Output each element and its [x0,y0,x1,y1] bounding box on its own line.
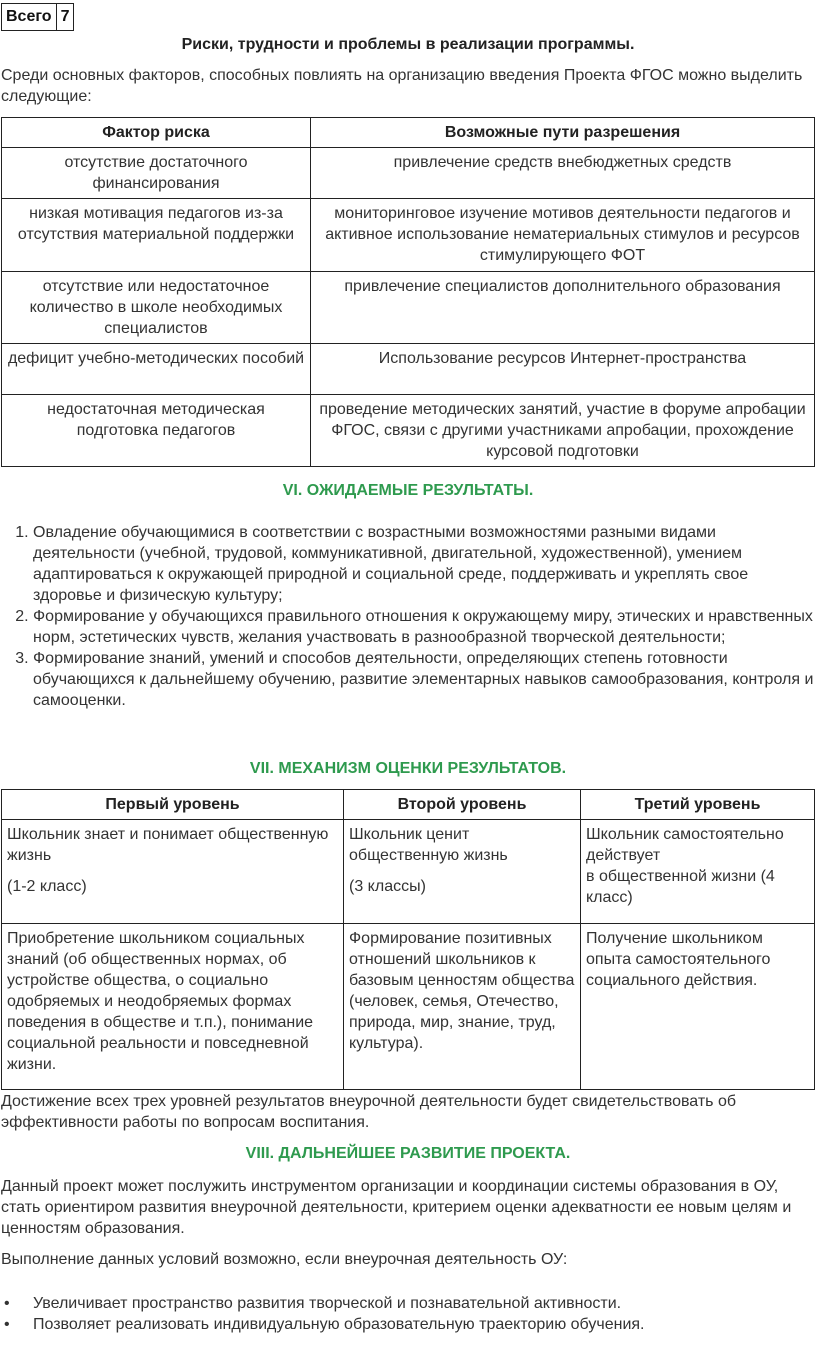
conditions-list [0,1293,816,1335]
risk-cell: отсутствие достаточного финансирования [2,148,311,199]
header-level-1: Первый уровень [2,790,344,820]
intro-text: Среди основных факторов, способных повлиять на организацию введения Проекта ФГОС можно выделить следующие: [1,67,803,105]
solution-cell: проведение методических занятий, участие в форуме апробации ФГОС, связи с другими участниками апробации, прохождение курсовой подготовки [311,395,815,467]
level-note: (3 классы) [349,878,426,895]
expected-results-list [0,522,816,711]
header-level-2: Второй уровень [344,790,581,820]
solution-cell: привлечение средств внебюджетных средств [311,148,815,199]
list-item: 3. Формирование знаний, умений и способов деятельности, определяющих степень готовности обучающихся к дальнейшему обучению, развитие элементарных навыков самообразования, контроля и самооценки. [33,648,816,711]
level-text: Школьник ценит общественную жизнь [349,826,508,864]
page-title: Риски, трудности и проблемы в реализации программы. [181,36,635,53]
solution-cell: Использование ресурсов Интернет-пространства [311,344,815,395]
level-note: (1-2 класс) [7,878,87,895]
header-solution: Возможные пути разрешения [311,118,815,148]
level-cell: Приобретение школьником социальных знаний (об общественных нормах, об устройстве общества, о социально одобряемых и неодобряемых формах поведения в обществе и т.п.), понимание социальной реальности и повседневной жизни. [2,924,344,1090]
level-cell [2,820,344,924]
level-text: Школьник знает и понимает общественную жизнь [7,826,329,864]
conditions-paragraph: Выполнение данных условий возможно, если внеурочная деятельность ОУ: [1,1251,568,1268]
list-item: 2. Формирование у обучающихся правильного отношения к окружающему миру, этических и нравственных норм, эстетических чувств, желания участвовать в разнообразной творческой деятельности; [33,606,816,648]
level-cell: Получение школьником опыта самостоятельного социального действия. [581,924,815,1090]
levels-summary: Достижение всех трех уровней результатов внеурочной деятельности будет свидетельствовать об эффективности работы по вопросам воспитания. [1,1093,736,1131]
total-box [1,3,74,31]
solution-cell: привлечение специалистов дополнительного образования [311,272,815,344]
level-note: в общественной жизни (4 класс) [586,868,775,906]
level-cell: Формирование позитивных отношений школьников к базовым ценностям общества (человек, семья, Отечество, природа, мир, знание, труд, культура). [344,924,581,1090]
section-6-heading: VI. ОЖИДАЕМЫЕ РЕЗУЛЬТАТЫ. [282,482,534,499]
levels-table [1,789,815,1090]
risk-cell: недостаточная методическая подготовка педагогов [2,395,311,467]
total-label: Всего [6,8,52,25]
total-value: 7 [56,4,74,30]
list-item: • Увеличивает пространство развития творческой и познавательной активности. [0,1293,816,1314]
header-level-3: Третий уровень [581,790,815,820]
development-paragraph: Данный проект может послужить инструментом организации и координации системы образования в ОУ, стать ориентиром развития внеурочной деятельности, критерием оценки адекватности ее новым целям и ценностям образования. [1,1178,792,1237]
list-item: 1. Овладение обучающимися в соответствии с возрастными возможностями разными видами деятельности (учебной, трудовой, коммуникативной, двигательной, художественной), умением адаптироваться к окружающей природной и социальной среде, поддерживать и укреплять свое здоровье и физическую культуру; [33,522,816,606]
level-cell [344,820,581,924]
risk-cell: низкая мотивация педагогов из-за отсутствия материальной поддержки [2,199,311,272]
section-7-heading: VII. МЕХАНИЗМ ОЦЕНКИ РЕЗУЛЬТАТОВ. [249,760,567,777]
level-cell [581,820,815,924]
risk-cell: дефицит учебно-методических пособий [2,344,311,395]
header-risk: Фактор риска [2,118,311,148]
risk-cell: отсутствие или недостаточное количество в школе необходимых специалистов [2,272,311,344]
section-8-heading: VIII. ДАЛЬНЕЙШЕЕ РАЗВИТИЕ ПРОЕКТА. [245,1145,571,1162]
list-item: • Позволяет реализовать индивидуальную образовательную траекторию обучения. [0,1314,816,1335]
solution-cell: мониторинговое изучение мотивов деятельности педагогов и активное использование нематериальных стимулов и ресурсов стимулирующего ФОТ [311,199,815,272]
level-text: Школьник самостоятельно действует [586,826,784,864]
risk-table [1,117,815,467]
